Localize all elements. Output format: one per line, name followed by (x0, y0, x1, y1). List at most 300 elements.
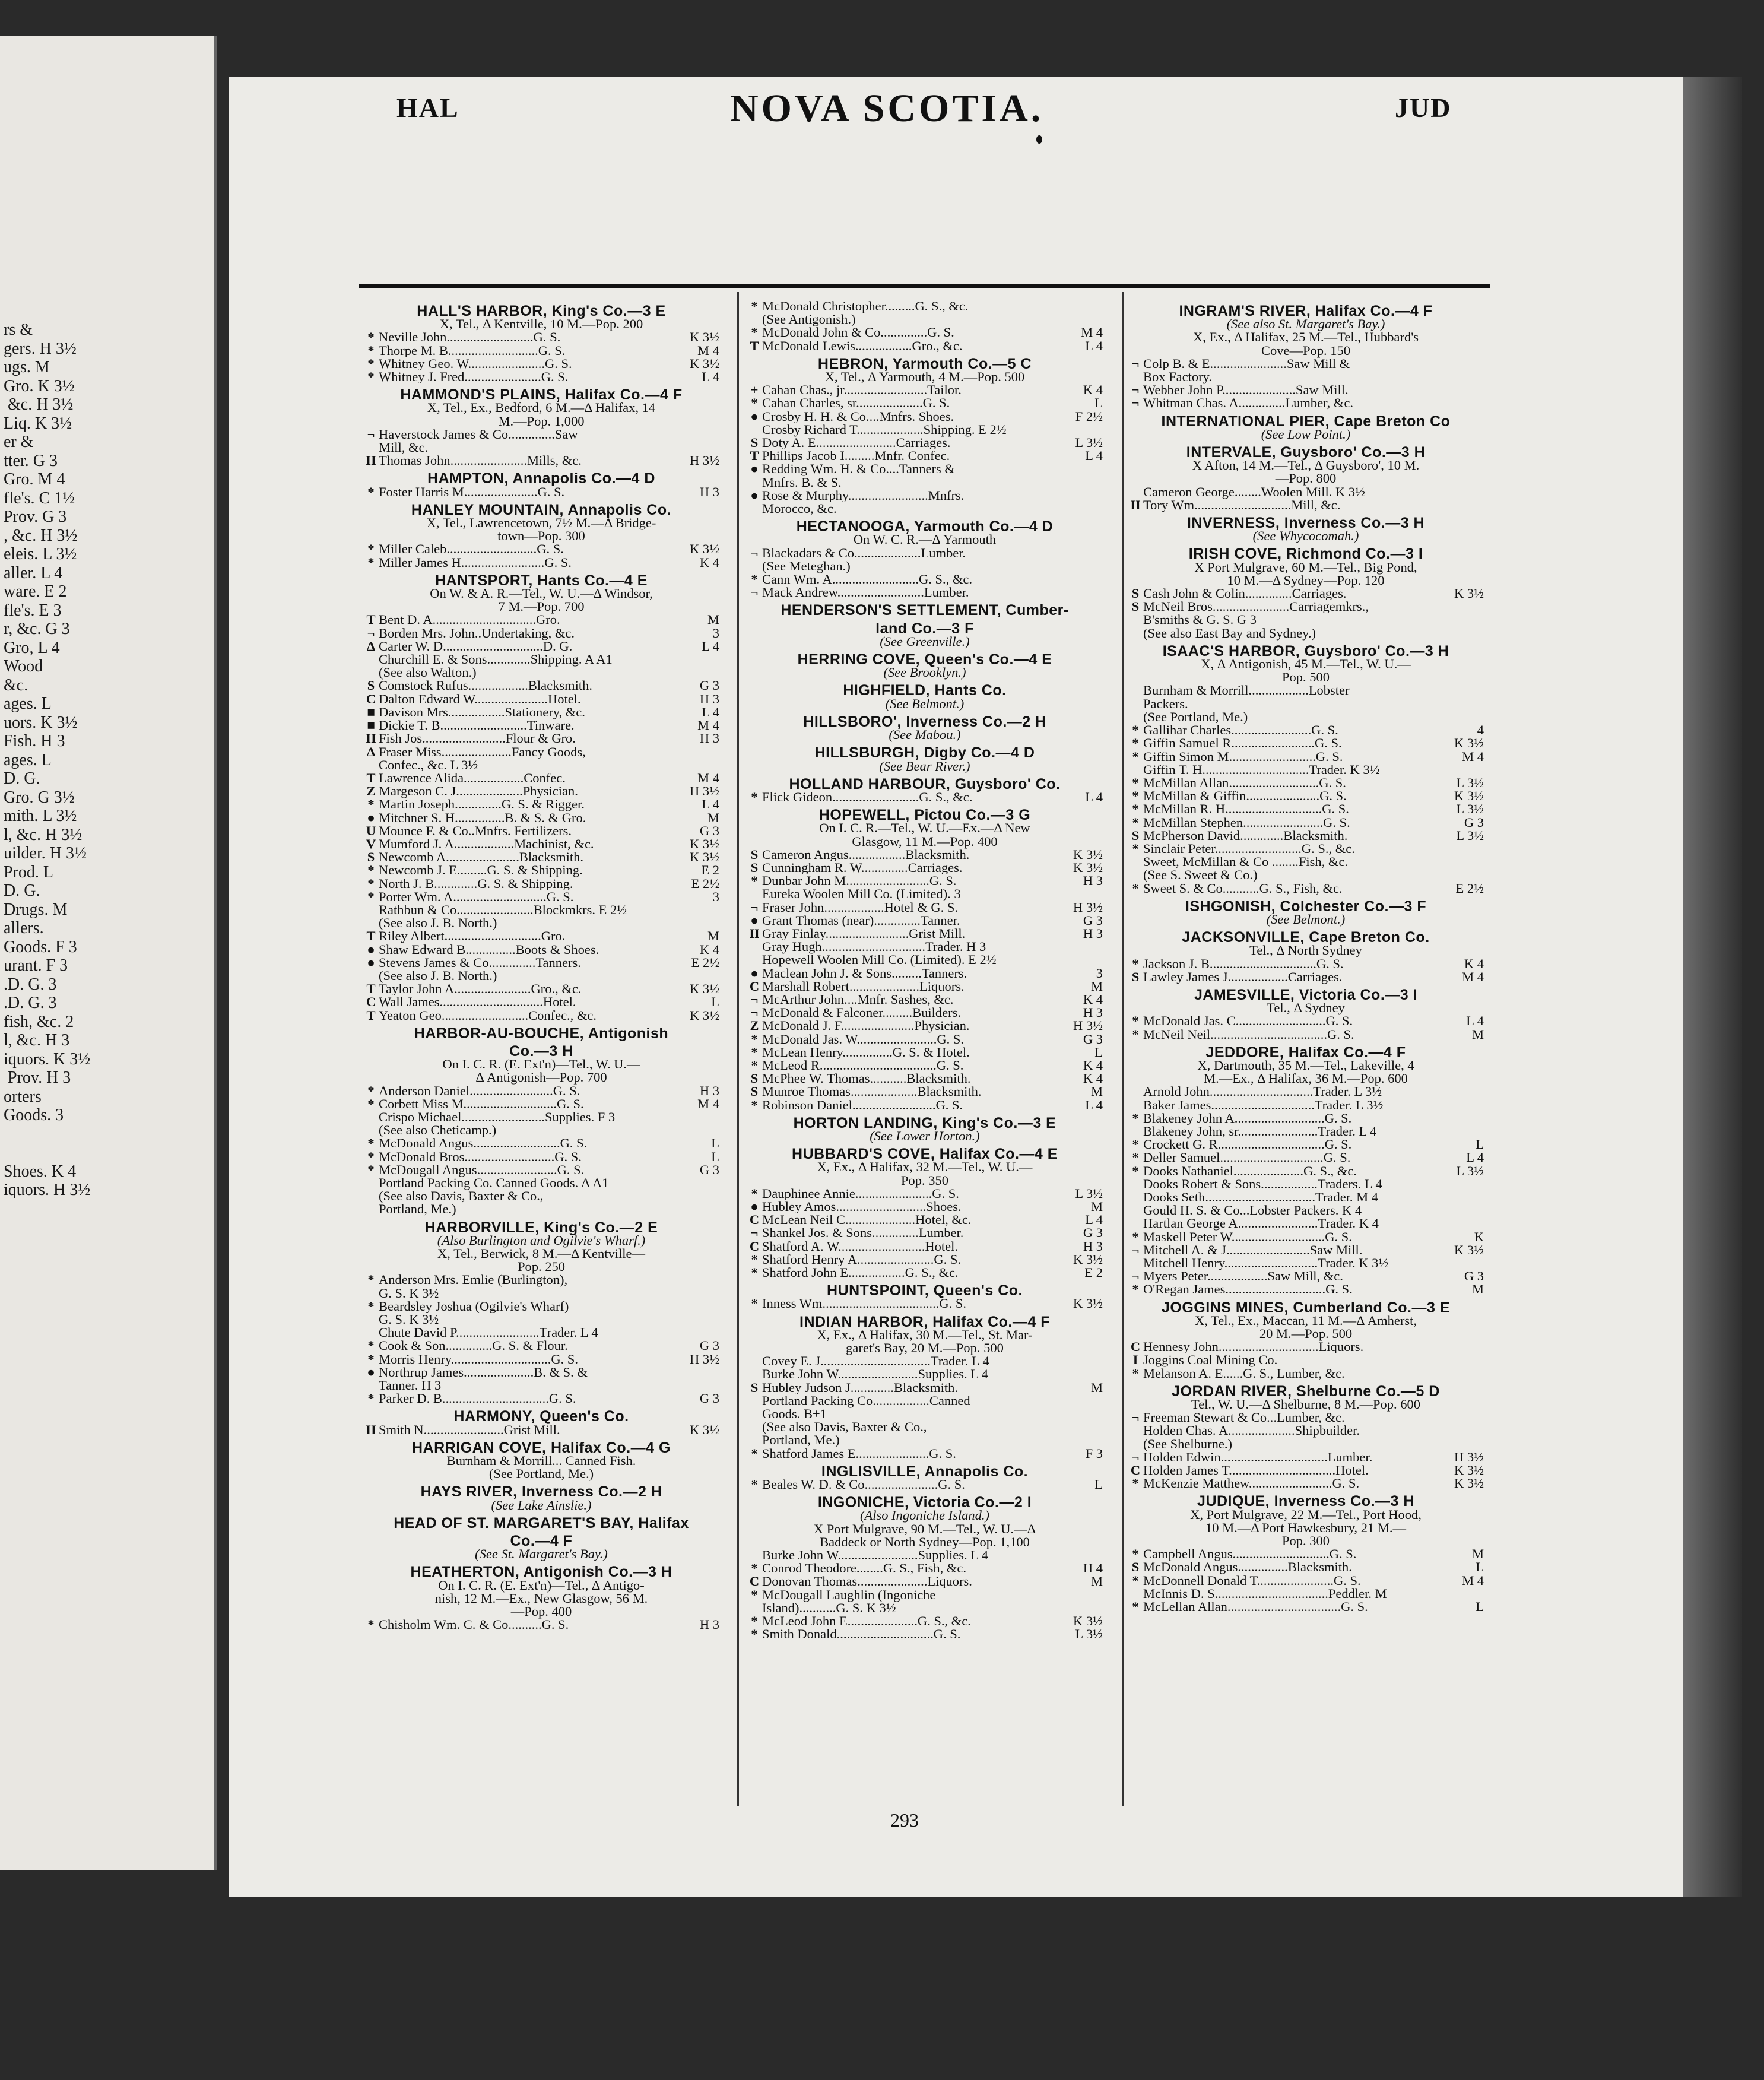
facing-page-line: aller. L 4 (4, 563, 63, 582)
trade-symbol-icon: S (1131, 829, 1140, 842)
entry-text: McDougall Angus........................G. S. (379, 1163, 585, 1177)
entry-continuation: Eureka Woolen Mill Co. (Limited). 3 (762, 886, 961, 902)
directory-entry (363, 995, 719, 1009)
directory-entry (363, 1009, 719, 1022)
entry-text: North J. B.............G. S. & Shipping. (379, 877, 573, 890)
entry-continuation: Portland Packing Co. Canned Goods. A A1 (379, 1175, 609, 1190)
directory-entry (747, 1099, 1103, 1112)
directory-entry (747, 547, 1103, 560)
place-info: On W. C. R.—Δ Yarmouth (853, 532, 997, 547)
directory-entry (1128, 1548, 1484, 1561)
credit-rating (717, 1366, 719, 1379)
entry-continuation: Arnold John...............................Trader. L 3½ (1143, 1084, 1382, 1099)
entry-text: Cash John & Colin..............Carriages. (1143, 587, 1347, 601)
place-heading: HARBORVILLE, King's Co.—2 E (424, 1219, 658, 1236)
trade-symbol-icon: * (1132, 1111, 1139, 1125)
trade-symbol-icon: C (749, 979, 760, 993)
directory-entry (363, 1150, 719, 1163)
trade-symbol-icon: S (1131, 587, 1140, 601)
credit-rating: M (1471, 1548, 1484, 1561)
credit-rating: L 4 (1085, 339, 1103, 353)
trade-symbol-icon: * (751, 1628, 758, 1641)
place-heading: HILLSBORO', Inverness Co.—2 H (803, 713, 1046, 730)
entry-text: Martin Joseph..............G. S. & Rigger. (379, 798, 585, 811)
trade-symbol-icon: S (1131, 600, 1140, 614)
directory-entry (1128, 816, 1484, 829)
entry-text: Maskell Peter W............................G. S. (1143, 1230, 1352, 1244)
directory-entry (747, 1200, 1103, 1213)
entry-text: Miller James H.........................G. S. (379, 556, 572, 569)
directory-entry (363, 556, 719, 569)
credit-rating: F 3 (1085, 1447, 1103, 1460)
credit-rating: M (1090, 1085, 1103, 1099)
credit-rating: K 3½ (690, 982, 719, 996)
entry-text: Giffin Simon M..........................G. S. (1143, 750, 1343, 763)
directory-entry (747, 436, 1103, 449)
directory-entry (363, 930, 719, 943)
trade-symbol-icon: * (1132, 1138, 1139, 1152)
directory-entry (747, 489, 1103, 502)
see-note: (See also St. Margaret's Bay.) (1226, 316, 1385, 332)
entry-text: Phillips Jacob I.........Mnfr. Confec. (762, 449, 950, 463)
facing-page-line: Fish. H 3 (4, 732, 65, 750)
trade-symbol-icon: * (1132, 724, 1139, 737)
facing-page-line: tter. G 3 (4, 451, 58, 470)
place-info: Pop. 300 (1281, 1533, 1330, 1549)
directory-entry (1128, 789, 1484, 803)
trade-symbol-icon: * (751, 1266, 758, 1280)
entry-text: Neville John..........................G. S. (379, 331, 561, 344)
directory-entry (363, 1163, 719, 1177)
place-heading: HARMONY, Queen's Co. (453, 1408, 629, 1425)
entry-text: Rose & Murphy........................Mnfrs. (762, 489, 965, 503)
place-heading: INGRAM'S RIVER, Halifax Co.—4 F (1179, 303, 1433, 319)
entry-text: Miller Caleb...........................G. S. (379, 543, 564, 556)
entry-text: Chisholm Wm. C. & Co..........G. S. (379, 1618, 569, 1632)
trade-symbol-icon: V (366, 837, 376, 851)
entry-text: Doty A. E........................Carriages. (762, 436, 951, 450)
trade-symbol-icon: * (1132, 1151, 1139, 1165)
place-info: X, Tel., Lawrencetown, 7½ M.—Δ Bridge- (426, 515, 656, 531)
page-title: NOVA SCOTIA. (730, 87, 1044, 130)
trade-symbol-icon: * (1132, 1230, 1139, 1244)
credit-rating: L 4 (1085, 790, 1103, 804)
place-heading: HAMMOND'S PLAINS, Halifax Co.—4 F (400, 386, 683, 404)
directory-entry (363, 693, 719, 706)
place-info: X, Δ Antigonish, 45 M.—Tel., W. U.— (1201, 657, 1411, 672)
place-heading: Co.—4 F (510, 1533, 573, 1550)
entry-continuation: (See also East Bay and Sydney.) (1143, 625, 1316, 641)
credit-rating: L 4 (1466, 1151, 1484, 1165)
directory-entry (1128, 499, 1484, 512)
directory-entry (747, 1447, 1103, 1460)
directory-entry (363, 798, 719, 811)
directory-entry (363, 1339, 719, 1352)
trade-symbol-icon: * (751, 1098, 758, 1112)
facing-page-line: Prov. G 3 (4, 508, 67, 526)
entry-continuation: G. S. K 3½ (379, 1285, 439, 1301)
trade-symbol-icon: U (366, 824, 376, 838)
entry-continuation: Gould H. S. & Co...Lobster Packers. K 4 (1143, 1203, 1362, 1218)
credit-rating: H 3 (699, 732, 719, 746)
entry-text: McDonald Angus..........................G. S. (379, 1137, 588, 1150)
trade-symbol-icon: II (1130, 498, 1141, 512)
credit-rating: L 4 (1466, 1014, 1484, 1028)
entry-continuation: Gray Hugh...............................Trader. H 3 (762, 939, 986, 955)
entry-text: Robinson Daniel.........................G. S. (762, 1098, 963, 1112)
credit-rating (1481, 1367, 1484, 1380)
place-info: Δ Antigonish—Pop. 700 (475, 1070, 607, 1085)
trade-symbol-icon: * (751, 1615, 758, 1628)
entry-text: Davison Mrs.................Stationery, &c. (379, 705, 585, 719)
trade-symbol-icon: S (367, 851, 375, 864)
trade-symbol-icon: ● (367, 943, 375, 956)
entry-text: McDougall Laughlin (Ingoniche (762, 1588, 936, 1602)
column-divider (1122, 292, 1124, 1806)
entry-text: Holden Edwin................................Lumber. (1143, 1450, 1373, 1464)
credit-rating: M 4 (1462, 1574, 1484, 1587)
trade-symbol-icon: * (367, 370, 375, 384)
trade-symbol-icon: * (1132, 1164, 1139, 1178)
credit-rating: H 3 (1083, 874, 1103, 888)
trade-symbol-icon: * (367, 1618, 375, 1632)
directory-entry (747, 874, 1103, 887)
directory-entry (363, 890, 719, 903)
entry-text: Corbett Miss M............................G. S. (379, 1097, 584, 1111)
facing-page-line: eleis. L 3½ (4, 545, 77, 563)
credit-rating: L (711, 1150, 719, 1163)
trade-symbol-icon: * (1132, 1028, 1139, 1041)
entry-text: Newcomb A......................Blacksmith. (379, 851, 583, 864)
entry-text: Shatford Henry A.......................G. S. (762, 1253, 961, 1267)
directory-entry (363, 640, 719, 653)
credit-rating: K 4 (1083, 993, 1103, 1007)
entry-text: Mumford J. A..................Machinist, &c. (379, 837, 594, 851)
trade-symbol-icon: ● (750, 462, 759, 476)
facing-page-line: Shoes. K 4 (4, 1162, 77, 1181)
trade-symbol-icon: C (749, 1239, 760, 1253)
credit-rating: L 4 (1085, 1098, 1103, 1112)
trade-symbol-icon: C (366, 692, 376, 706)
entry-text: Jackson J. B................................G. S. (1143, 957, 1344, 971)
directory-entry (363, 454, 719, 467)
place-heading: ISAAC'S HARBOR, Guysboro' Co.—3 H (1162, 642, 1449, 659)
entry-continuation: (See also Cheticamp.) (379, 1123, 497, 1138)
directory-entry (747, 967, 1103, 980)
entry-text: Dalton Edward W......................Hotel. (379, 692, 581, 706)
entry-text: Sinclair Peter..........................G. S., &c. (1143, 842, 1355, 856)
entry-continuation: (See also Walton.) (379, 665, 477, 680)
see-note: (Also Burlington and Ogilvie's Wharf.) (437, 1232, 646, 1248)
entry-text: Hubley Amos...........................Shoes. (762, 1200, 962, 1214)
trade-symbol-icon: ● (367, 956, 375, 969)
entry-text: Lawley James J..................Carriages. (1143, 970, 1343, 984)
credit-rating: K 4 (699, 943, 719, 956)
trade-symbol-icon: ¬ (1131, 397, 1140, 410)
directory-entry (747, 1297, 1103, 1310)
facing-page-line: D. G. (4, 769, 40, 788)
see-note: (See Low Point.) (1261, 426, 1351, 442)
directory-entry (363, 331, 719, 344)
entry-continuation: Morocco, &c. (762, 501, 837, 516)
credit-rating: K 4 (699, 556, 719, 569)
credit-rating: L 4 (702, 798, 719, 811)
entry-continuation: Holden Chas. A....................Shipbuilder. (1143, 1423, 1360, 1438)
credit-rating: E 2 (1084, 1266, 1103, 1280)
credit-rating: H 3 (1083, 927, 1103, 941)
trade-symbol-icon: * (367, 864, 375, 877)
credit-rating: K 3½ (690, 1423, 719, 1437)
entry-text: Wall James...............................Hotel. (379, 995, 576, 1009)
directory-entry (363, 1137, 719, 1150)
credit-rating: H 3½ (690, 1352, 719, 1366)
place-info: X Afton, 14 M.—Tel., Δ Guysboro', 10 M. (1192, 458, 1420, 473)
trade-symbol-icon: * (1132, 1366, 1139, 1380)
directory-entry (363, 956, 719, 969)
credit-rating: K 3½ (690, 331, 719, 344)
entry-text: McMillan Stephen........................G. S. (1143, 816, 1350, 829)
directory-entry (1128, 397, 1484, 410)
facing-page-line: fish, &c. 2 (4, 1012, 74, 1031)
directory-entry (747, 326, 1103, 339)
directory-entry (363, 627, 719, 640)
entry-continuation: Packers. (1143, 696, 1188, 711)
directory-entry (747, 1226, 1103, 1239)
directory-entry (747, 1019, 1103, 1032)
trade-symbol-icon: ¬ (750, 1006, 759, 1020)
credit-rating: L (1476, 1600, 1484, 1614)
directory-entry (1128, 842, 1484, 855)
trade-symbol-icon: * (751, 1588, 758, 1602)
trade-symbol-icon: S (750, 436, 759, 450)
directory-entry (363, 706, 719, 719)
entry-text: Joggins Coal Mining Co. (1143, 1353, 1278, 1367)
credit-rating: H 3½ (1073, 1019, 1103, 1033)
place-heading: INDIAN HARBOR, Halifax Co.—4 F (799, 1313, 1050, 1330)
entry-text: Cook & Son..............G. S. & Flour. (379, 1339, 568, 1353)
facing-page-line: fle's. E 3 (4, 601, 62, 620)
credit-rating: L 3½ (1075, 1187, 1103, 1200)
entry-continuation: Burke John W........................Supplies. L 4 (762, 1366, 989, 1382)
directory-entry (363, 357, 719, 370)
trade-symbol-icon: * (1132, 776, 1139, 790)
entry-text: Dunbar John M.........................G. S. (762, 874, 957, 888)
entry-text: Melanson A. E......G. S., Lumber, &c. (1143, 1366, 1345, 1380)
credit-rating: L (711, 1137, 719, 1150)
entry-continuation: (See S. Sweet & Co.) (1143, 867, 1258, 883)
entry-text: McMillan & Giffin......................G. S. (1143, 789, 1347, 803)
directory-entry (1128, 587, 1484, 600)
facing-page-line: Drugs. M (4, 900, 68, 919)
place-heading: HILLSBURGH, Digby Co.—4 D (814, 744, 1035, 762)
entry-continuation: Crosby Richard T....................Shipping. E 2½ (762, 421, 1007, 437)
place-heading: HUBBARD'S COVE, Halifax Co.—4 E (792, 1146, 1058, 1163)
entry-continuation: Covey E. J.................................Trader. L 4 (762, 1353, 989, 1369)
column-1 (363, 300, 719, 1632)
trade-symbol-icon: C (366, 995, 376, 1009)
entry-continuation: Mnfrs. B. & S. (762, 474, 842, 490)
see-note: (See Lower Horton.) (870, 1128, 980, 1143)
entry-text: Dauphinee Annie.......................G. S. (762, 1187, 959, 1200)
entry-continuation: Hartlan George A........................Trader. K 4 (1143, 1216, 1379, 1231)
place-heading: IRISH COVE, Richmond Co.—3 I (1188, 546, 1423, 563)
entry-continuation: Chute David P.........................Trader. L 4 (379, 1325, 598, 1340)
trade-symbol-icon: * (367, 1150, 375, 1163)
credit-rating: L 3½ (1075, 436, 1103, 450)
credit-rating (1481, 1411, 1484, 1424)
trade-symbol-icon: * (751, 790, 758, 804)
credit-rating: M 4 (697, 719, 719, 733)
trade-symbol-icon: * (751, 326, 758, 340)
credit-rating: M (707, 930, 719, 943)
trade-symbol-icon: * (1132, 750, 1139, 763)
entry-continuation: Rathbun & Co.......................Blockmkrs. E 2½ (379, 902, 627, 917)
credit-rating: K 4 (1083, 1058, 1103, 1073)
credit-rating (1481, 397, 1484, 410)
entry-text: Shatford James E......................G. S. (762, 1447, 956, 1460)
facing-page-line: rs & (4, 321, 33, 339)
place-heading: HEAD OF ST. MARGARET'S BAY, Halifax (394, 1514, 689, 1532)
directory-entry (1128, 383, 1484, 397)
trade-symbol-icon: T (366, 613, 376, 627)
directory-entry (747, 1575, 1103, 1588)
place-heading: HENDERSON'S SETTLEMENT, Cumber- (781, 602, 1069, 619)
trade-symbol-icon: * (367, 1097, 375, 1111)
trade-symbol-icon: T (366, 1009, 376, 1022)
entry-continuation: McInnis D. S..................................Peddler. M (1143, 1586, 1387, 1601)
credit-rating: 3 (712, 890, 719, 903)
trade-symbol-icon: * (367, 1392, 375, 1406)
trade-symbol-icon: T (366, 771, 376, 785)
directory-entry (363, 613, 719, 626)
credit-rating: G 3 (1083, 1226, 1103, 1240)
directory-entry (363, 543, 719, 556)
entry-text: McArthur John....Mnfr. Sashes, &c. (762, 993, 954, 1007)
trade-symbol-icon: * (1132, 1014, 1139, 1028)
page-number: 293 (890, 1809, 919, 1831)
place-heading: Co.—3 H (509, 1042, 573, 1060)
entry-text: Whitney Geo. W.......................G. S. (379, 357, 572, 371)
directory-entry (1128, 600, 1484, 613)
directory-entry (1128, 1411, 1484, 1424)
trade-symbol-icon: * (751, 1187, 758, 1200)
place-info: Glasgow, 11 M.—Pop. 400 (852, 833, 998, 849)
credit-rating: G 3 (699, 824, 719, 838)
directory-entry (1128, 1477, 1484, 1490)
directory-entry (747, 1187, 1103, 1200)
facing-page-line: Gro, L 4 (4, 638, 60, 657)
facing-page-line: Goods. 3 (4, 1106, 64, 1124)
credit-rating: K 3½ (1073, 1253, 1103, 1267)
entry-continuation: Burnham & Morrill..................Lobster (1143, 683, 1350, 698)
trade-symbol-icon: * (1132, 737, 1139, 750)
place-heading: JAMESVILLE, Victoria Co.—3 I (1194, 986, 1418, 1003)
credit-rating: L (1476, 1561, 1484, 1574)
trade-symbol-icon: * (367, 331, 375, 344)
entry-continuation: Giffin T. H................................Trader. K 3½ (1143, 762, 1380, 777)
place-heading: HEATHERTON, Antigonish Co.—3 H (410, 1564, 672, 1581)
facing-page-line: gers. H 3½ (4, 339, 77, 358)
place-info: M.—Pop. 1,000 (498, 413, 585, 429)
entry-continuation: Island)...........G. S. K 3½ (762, 1600, 896, 1615)
credit-rating (717, 746, 719, 759)
directory-entry (747, 1478, 1103, 1491)
place-heading: INTERVALE, Guysboro' Co.—3 H (1186, 444, 1426, 461)
facing-page-line: &c. (4, 676, 28, 695)
place-info: 20 M.—Pop. 500 (1259, 1326, 1353, 1342)
trade-symbol-icon: * (751, 1562, 758, 1575)
directory-entry (747, 1213, 1103, 1226)
directory-entry (1128, 803, 1484, 816)
credit-rating: M 4 (697, 344, 719, 357)
directory-entry (1128, 1340, 1484, 1353)
directory-entry (363, 864, 719, 877)
entry-text: McLean Neil C.....................Hotel, &c. (762, 1213, 972, 1227)
facing-page-line: fle's. C 1½ (4, 489, 75, 508)
directory-entry (1128, 971, 1484, 984)
trade-symbol-icon: ¬ (367, 427, 375, 442)
directory-entry (363, 370, 719, 383)
see-note: (See Whycocomah.) (1252, 528, 1359, 544)
place-info: (See Portland, Me.) (488, 1466, 594, 1482)
credit-rating: L 3½ (1456, 829, 1484, 842)
facing-page-line: l, &c. H 3 (4, 1031, 70, 1049)
entry-text: Parker D. B................................G. S. (379, 1392, 576, 1406)
trade-symbol-icon: ■ (367, 705, 375, 719)
entry-text: Deller Samuel...............................G. S. (1143, 1151, 1351, 1165)
credit-rating: H 3 (699, 1618, 719, 1632)
facing-page-line: Wood (4, 657, 43, 676)
credit-rating: K 3½ (1454, 1243, 1484, 1257)
credit-rating (1481, 499, 1484, 512)
entry-text: McDonald Bros...........................G. S. (379, 1150, 582, 1163)
facing-page-line: ugs. M (4, 358, 50, 376)
place-info: X, Tel., Berwick, 8 M.—Δ Kentville— (437, 1246, 645, 1261)
trade-symbol-icon: ¬ (750, 586, 759, 600)
credit-rating (1100, 1588, 1103, 1602)
credit-rating: M (1471, 1028, 1484, 1041)
directory-entry (747, 383, 1103, 397)
directory-entry (747, 1381, 1103, 1394)
place-heading: ISHGONISH, Colchester Co.—3 F (1185, 898, 1427, 915)
entry-text: McNeil Neil...................................G. S. (1143, 1028, 1354, 1041)
directory-entry (363, 486, 719, 499)
credit-rating: L (1094, 397, 1103, 410)
entry-text: Bent D. A...............................Gro. (379, 613, 560, 627)
trade-symbol-icon: * (367, 1273, 375, 1287)
directory-entry (1128, 882, 1484, 895)
entry-text: Fish Jos.........................Flour & Gro. (379, 732, 576, 746)
entry-text: Donovan Thomas.....................Liquors. (762, 1575, 972, 1588)
trade-symbol-icon: Δ (366, 745, 376, 759)
trade-symbol-icon: * (367, 556, 375, 569)
running-head-right: JUD (1395, 93, 1452, 123)
entry-text: Mitchner S. H...............B. & S. & Gro. (379, 811, 586, 825)
entry-text: Colp B. & E.......................Saw Mill & (1143, 357, 1350, 371)
directory-entry (1128, 1028, 1484, 1041)
directory-entry (747, 1615, 1103, 1628)
trade-symbol-icon: ● (750, 914, 759, 927)
trade-symbol-icon: S (750, 861, 759, 875)
directory-entry (747, 573, 1103, 586)
directory-entry (363, 746, 719, 759)
directory-entry (747, 861, 1103, 874)
trade-symbol-icon: ¬ (1131, 357, 1140, 371)
directory-entry (363, 838, 719, 851)
entry-text: Haverstock James & Co..............Saw (379, 427, 578, 442)
directory-entry (747, 586, 1103, 599)
facing-page-line: er & (4, 433, 34, 451)
